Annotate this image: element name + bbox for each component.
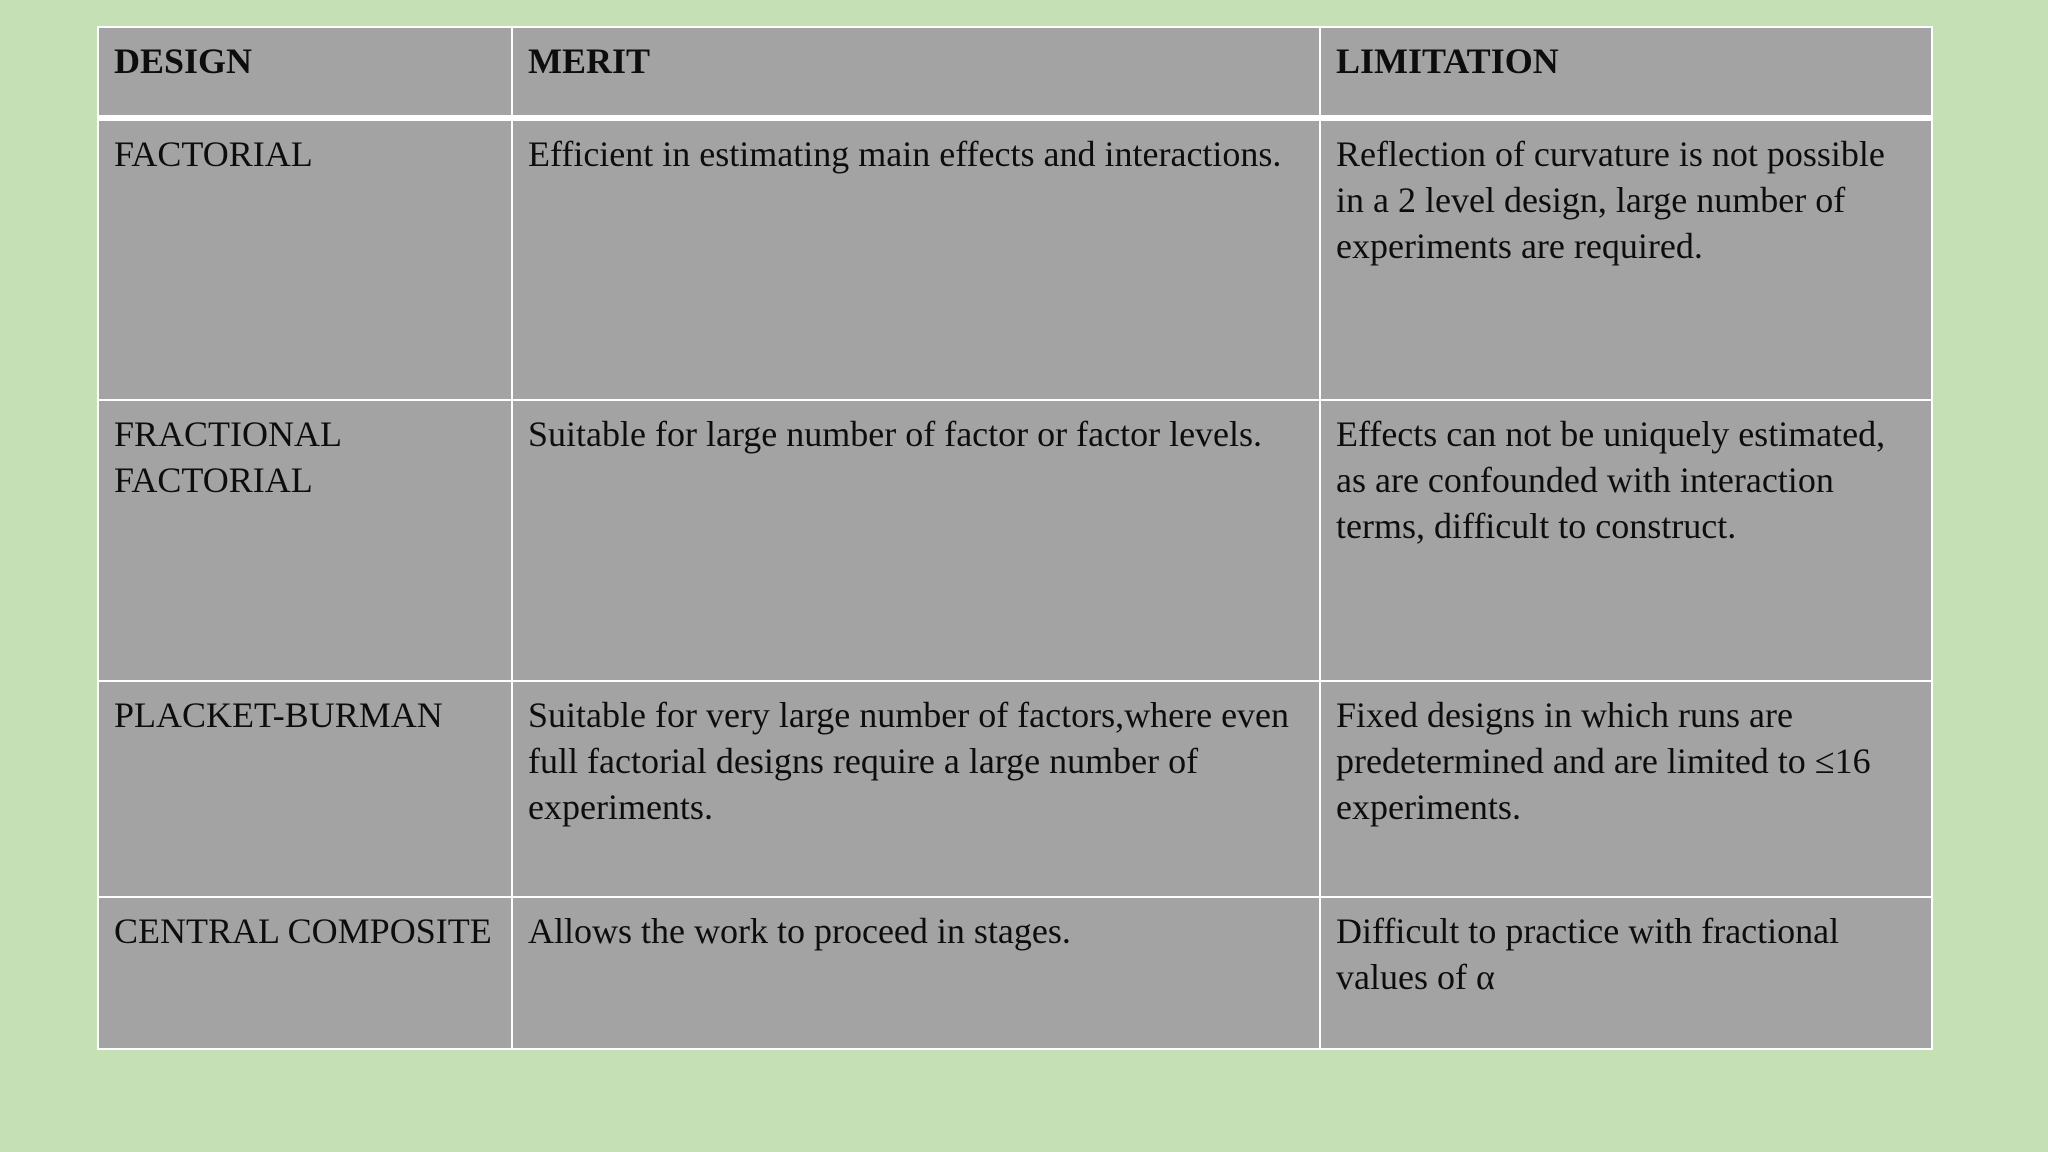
table-header-row: [98, 27, 1932, 118]
limitation-cell: Fixed designs in which runs are predetermined and are limited to ≤16 experiments.: [1320, 681, 1932, 897]
limitation-cell: Effects can not be uniquely estimated, as are confounded with interaction terms, difficult to construct.: [1320, 400, 1932, 681]
design-cell: FRACTIONAL FACTORIAL: [98, 400, 512, 681]
merit-cell: Suitable for very large number of factors,where even full factorial designs require a large number of experiments.: [512, 681, 1320, 897]
table-row: [98, 400, 1932, 681]
header-limitation: LIMITATION: [1320, 27, 1932, 118]
table-row: [98, 681, 1932, 897]
limitation-cell: Reflection of curvature is not possible in a 2 level design, large number of experiments are required.: [1320, 118, 1932, 400]
design-cell: PLACKET-BURMAN: [98, 681, 512, 897]
header-merit: MERIT: [512, 27, 1320, 118]
design-cell: CENTRAL COMPOSITE: [98, 897, 512, 1049]
merit-cell: Suitable for large number of factor or factor levels.: [512, 400, 1320, 681]
table-row: [98, 118, 1932, 400]
design-cell: FACTORIAL: [98, 118, 512, 400]
design-comparison-table: [97, 26, 1933, 1050]
merit-cell: Allows the work to proceed in stages.: [512, 897, 1320, 1049]
limitation-cell: Difficult to practice with fractional values of α: [1320, 897, 1932, 1049]
merit-cell: Efficient in estimating main effects and interactions.: [512, 118, 1320, 400]
header-design: DESIGN: [98, 27, 512, 118]
table-row: [98, 897, 1932, 1049]
